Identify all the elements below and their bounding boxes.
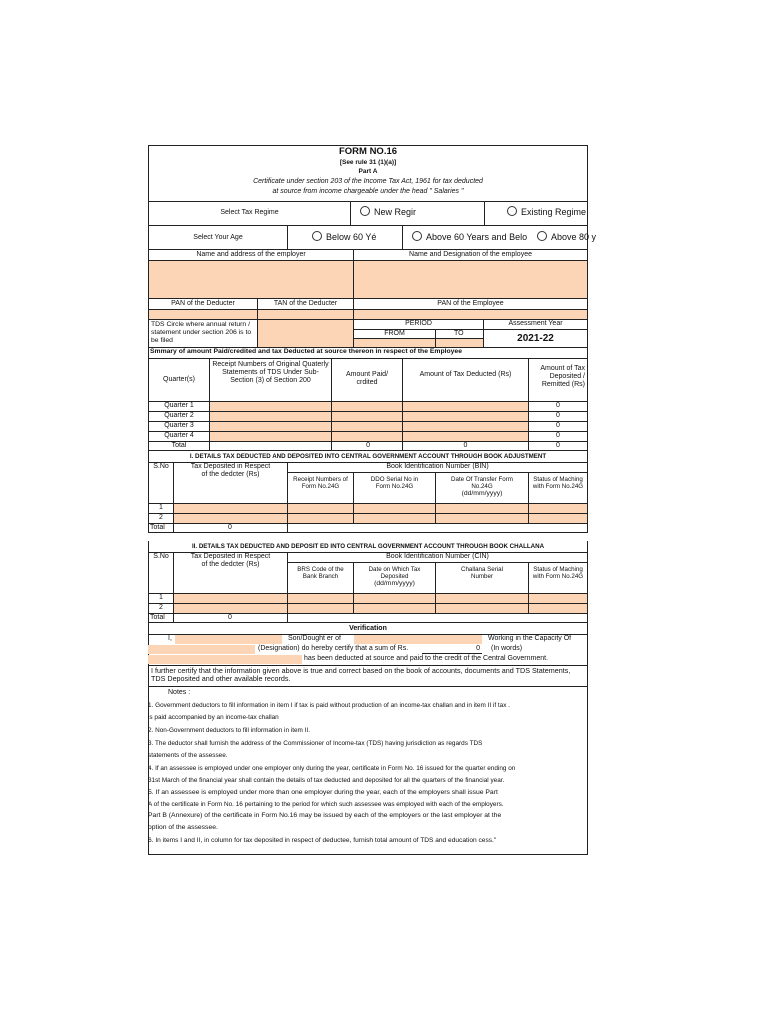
summary-col-deducted: [403, 359, 529, 402]
tan-deductor-header: TAN of the Deducter: [258, 299, 354, 310]
section1-bin-header: Book Identification Number (BIN): [288, 463, 588, 473]
section1-col-ddo: [354, 473, 436, 504]
section1-row2-status[interactable]: [529, 514, 588, 524]
section1-row1-status[interactable]: [529, 504, 588, 514]
section2-col-date: [354, 563, 436, 594]
tds-circle-field[interactable]: [258, 320, 354, 348]
quarter-2-deposited: 0: [529, 412, 588, 422]
section2-row2-challan[interactable]: [436, 604, 529, 614]
note-line-12: 6. In items I and II, in column for tax deposited in respect of deductee, furnish total amount of TDS and education cess.": [148, 837, 497, 844]
section2-taxdep-header: [174, 553, 288, 594]
quarter-3-label: Quarter 3: [148, 422, 210, 432]
summary-total-receipt: [210, 442, 332, 451]
section2-row1-status[interactable]: [529, 594, 588, 604]
section2-total-label: Total: [148, 614, 174, 623]
above-80-label: Above 80 y: [551, 232, 597, 242]
section1-total-rest: [288, 524, 588, 533]
verification-father-field[interactable]: [354, 635, 482, 644]
section1-row1-sno: 1: [148, 504, 174, 514]
section2-row2-sno: 2: [148, 604, 174, 614]
radio-circle-icon: [507, 206, 517, 216]
section2-row1-taxdep[interactable]: [174, 594, 288, 604]
col-deposited-label: Amount of Tax Deposited / Remitted (Rs): [540, 365, 585, 389]
radio-circle-icon: [537, 231, 547, 241]
above-60-label: Above 60 Years and Belo: [426, 232, 528, 242]
radio-circle-icon: [360, 206, 370, 216]
summary-col-deposited: [529, 359, 588, 402]
existing-regime-label: Existing Regime: [521, 207, 587, 217]
section1-sno-header: S.No: [148, 463, 174, 504]
section1-col-date-format: (dd/mm/yyyy): [461, 490, 503, 498]
quarter-4-paid[interactable]: [332, 432, 403, 442]
section2-row2-date[interactable]: [354, 604, 436, 614]
period-from-field[interactable]: [354, 339, 436, 348]
section1-row1-ddo[interactable]: [354, 504, 436, 514]
section1-col-receipt: [288, 473, 354, 504]
section1-row2-sno: 2: [148, 514, 174, 524]
verification-i: I,: [168, 635, 172, 642]
quarter-4-deposited: 0: [529, 432, 588, 442]
quarter-1-label: Quarter 1: [148, 402, 210, 412]
note-line-2: is paid accompanied by an income-tax challan: [148, 714, 279, 721]
section2-sno-header: S.No: [148, 553, 174, 594]
form-rule: [See rule 31 (1)(a)]: [339, 159, 397, 166]
section2-col-status: [529, 563, 588, 594]
section2-row2-brs[interactable]: [288, 604, 354, 614]
verification-words: (In words): [491, 645, 523, 652]
pan-employee-header: PAN of the Employee: [354, 299, 588, 310]
quarter-2-deducted[interactable]: [403, 412, 529, 422]
summary-total-deposited: 0: [529, 442, 588, 451]
section2-row1-date[interactable]: [354, 594, 436, 604]
tan-deductor-field[interactable]: [258, 310, 354, 320]
note-line-3: 2. Non-Government deductors to fill information in item II.: [148, 727, 310, 734]
age-label: Select Your Age: [148, 226, 288, 250]
col-deducted-label: Amount of Tax Deducted (Rs): [419, 371, 512, 378]
quarter-3-deducted[interactable]: [403, 422, 529, 432]
section2-row1-brs[interactable]: [288, 594, 354, 604]
summary-total-deducted: 0: [403, 442, 529, 451]
quarter-1-paid[interactable]: [332, 402, 403, 412]
section2-col-date-format: (dd/mm/yyyy): [374, 580, 415, 588]
verification-son: Son/Dought er of: [288, 635, 341, 642]
note-line-5: statements of the assessee.: [148, 752, 228, 759]
section2-total-rest: [288, 614, 588, 623]
form-part: Part A: [358, 168, 378, 175]
pan-deductor-field[interactable]: [148, 310, 258, 320]
section1-col-receipt-label: Receipt Numbers of Form No.24G: [293, 476, 348, 491]
section2-total-amount: 0: [228, 614, 232, 621]
period-to-field[interactable]: [436, 339, 484, 348]
form-title: FORM NO.16: [338, 146, 398, 157]
radio-circle-icon: [412, 231, 422, 241]
summary-title: Smmary of amount Paid/credited and tax Deducted at source thereon in respect of the Employee: [148, 348, 588, 359]
section1-row2-date[interactable]: [436, 514, 529, 524]
section2-row2-taxdep[interactable]: [174, 604, 288, 614]
section2-total-value: [174, 614, 288, 623]
section2-col-brs: [288, 563, 354, 594]
section1-title: I. DETAILS TAX DEDUCTED AND DEPOSITED INTO CENTRAL GOVERNMENT ACCOUNT THROUGH BOOK ADJUSTMENT: [148, 451, 588, 463]
verification-designation: (Designation) do hereby certify that a sum of Rs.: [258, 645, 409, 652]
section1-total-amount: 0: [228, 524, 232, 531]
assessment-year-value: 2021-22: [484, 330, 588, 348]
quarter-1-deducted[interactable]: [403, 402, 529, 412]
col-paid-label: Amount Paid/ crdited: [345, 371, 389, 387]
note-line-6: 4. If an assessee is employed under one employer only during the year, certificate in Form No. 16 issued for the quarter ending on: [148, 765, 516, 772]
section1-taxdep-header: [174, 463, 288, 504]
verification-words-field[interactable]: [148, 655, 302, 664]
summary-total-label: Total: [148, 442, 210, 451]
section2-row1-sno: 1: [148, 594, 174, 604]
quarter-4-deducted[interactable]: [403, 432, 529, 442]
section2-col-challan-label: Challana Serial Number: [461, 566, 503, 581]
section2-taxdep-label: Tax Deposited in Respect of the dedcter (Rs): [190, 553, 271, 569]
section1-row1-receipt[interactable]: [288, 504, 354, 514]
note-line-9: A of the certificate in Form No. 16 pertaining to the period for which such assessee was employed with each of the employers.: [148, 801, 504, 808]
pan-deductor-header: PAN of the Deducter: [148, 299, 258, 310]
section1-row2-taxdep[interactable]: [174, 514, 288, 524]
section2-title: II. DETAILS TAX DEDUCTED AND DEPOSIT ED INTO CENTRAL GOVERNMENT ACCOUNT THROUGH BOOK CHALLANA: [148, 541, 588, 553]
section1-col-status-label: Status of Maching with Form No.24G: [532, 476, 584, 491]
tax-regime-label: Select Tax Regime: [148, 202, 351, 226]
section1-total-label: Total: [148, 524, 174, 533]
section2-cin-header: Book Identification Number (CIN): [288, 553, 588, 563]
section1-col-date-label: Date Of Transfer Form No.24G: [451, 476, 513, 491]
above-60-radio[interactable]: [412, 231, 537, 242]
note-line-8: 5. If an assessee is employed under more than one employer during the year, each of the employers shall issue Part: [148, 789, 498, 796]
period-to-label: TO: [454, 330, 464, 337]
section1-row1-date[interactable]: [436, 504, 529, 514]
new-regime-radio[interactable]: [360, 206, 482, 217]
section1-taxdep-label: Tax Deposited in Respect of the dedcter (Rs): [190, 463, 271, 479]
quarter-3-paid[interactable]: [332, 422, 403, 432]
notes-title: Notes :: [168, 689, 191, 696]
employee-name-field[interactable]: [354, 261, 588, 299]
section1-col-ddo-label: DDO Serial No in Form No.24G: [370, 476, 419, 491]
quarter-2-receipt[interactable]: [210, 412, 332, 422]
section1-col-date: [436, 473, 529, 504]
tds-circle-label: TDS Circle where annual return / statement under section 206 is to be filed: [148, 320, 258, 348]
section1-row2-ddo[interactable]: [354, 514, 436, 524]
summary-total-paid: 0: [332, 442, 403, 451]
section1-total-value: [174, 524, 288, 533]
employer-name-field[interactable]: [148, 261, 354, 299]
note-line-10: Part B (Annexure) of the certificate in Form No.16 may be issued by each of the employers or the last employer at the: [148, 812, 502, 819]
verification-working: Working in the Capacity Of: [488, 635, 572, 642]
pan-employee-field[interactable]: [354, 310, 588, 320]
verification-sum: 0: [422, 645, 482, 654]
assessment-year-header: Assessment Year: [484, 320, 588, 330]
employee-name-header: Name and Designation of the employee: [354, 250, 588, 261]
verification-deducted: has been deducted at source and paid to the credit of the Central Government.: [304, 655, 548, 662]
existing-regime-radio[interactable]: [507, 206, 589, 217]
note-line-1: 1. Government deductors to fill information in item I if tax is paid without production of an income-tax challan and in item II if tax .: [148, 702, 510, 709]
quarter-1-receipt[interactable]: [210, 402, 332, 412]
employer-name-header: Name and address of the employer: [148, 250, 354, 261]
section2-col-brs-label: BRS Code of the Bank Branch: [297, 566, 344, 581]
quarter-4-receipt[interactable]: [210, 432, 332, 442]
certificate-line-1: Certificate under section 203 of the Income Tax Act, 1961 for tax deducted: [253, 178, 483, 185]
section2-row2-status[interactable]: [529, 604, 588, 614]
verification-designation-field[interactable]: [148, 645, 255, 654]
quarter-1-deposited: 0: [529, 402, 588, 412]
summary-col-paid: [332, 359, 403, 402]
section2-col-date-label: Date on Which Tax Deposited: [368, 566, 421, 581]
section1-row1-taxdep[interactable]: [174, 504, 288, 514]
verification-further: I further certify that the information given above is true and correct based on the book of accounts, documents and TDS Statements, TDS Deposited and other available records.: [148, 665, 588, 687]
period-to-header: [436, 330, 484, 339]
quarter-2-label: Quarter 2: [148, 412, 210, 422]
new-regime-label: New Regir: [374, 207, 417, 217]
radio-circle-icon: [312, 231, 322, 241]
note-line-11: option of the assessee.: [148, 824, 218, 831]
summary-col-receipt: Receipt Numbers of Original Quaterly Statements of TDS Under Sub-Section (3) of Section 200: [210, 359, 332, 402]
above-80-radio[interactable]: [537, 231, 597, 242]
verification-name-field[interactable]: [175, 635, 282, 644]
below-60-label: Below 60 Yé: [326, 232, 377, 242]
section1-col-status: [529, 473, 588, 504]
below-60-radio[interactable]: [312, 231, 400, 242]
quarter-3-deposited: 0: [529, 422, 588, 432]
certificate-line-2: at source from income chargeable under the head " Salaries ": [272, 188, 464, 195]
period-header: PERIOD: [354, 320, 484, 330]
quarter-2-paid[interactable]: [332, 412, 403, 422]
section2-row1-challan[interactable]: [436, 594, 529, 604]
summary-col-quarter: [148, 359, 210, 402]
col-quarter-label: Quarter(s): [163, 376, 195, 383]
section1-row2-receipt[interactable]: [288, 514, 354, 524]
quarter-3-receipt[interactable]: [210, 422, 332, 432]
verification-title: Verification: [148, 623, 588, 635]
quarter-4-label: Quarter 4: [148, 432, 210, 442]
note-line-4: 3. The deductor shall furnish the address of the Commissioner of Income-tax (TDS) having jurisdiction as regards TDS: [148, 740, 483, 747]
period-from-header: FROM: [354, 330, 436, 339]
section2-col-status-label: Status of Maching with Form No.24G: [532, 566, 584, 581]
note-line-7: 31st March of the financial year shall contain the details of tax deducted and deposited for all the quarters of the financial year.: [148, 777, 505, 784]
section2-col-challan: [436, 563, 529, 594]
